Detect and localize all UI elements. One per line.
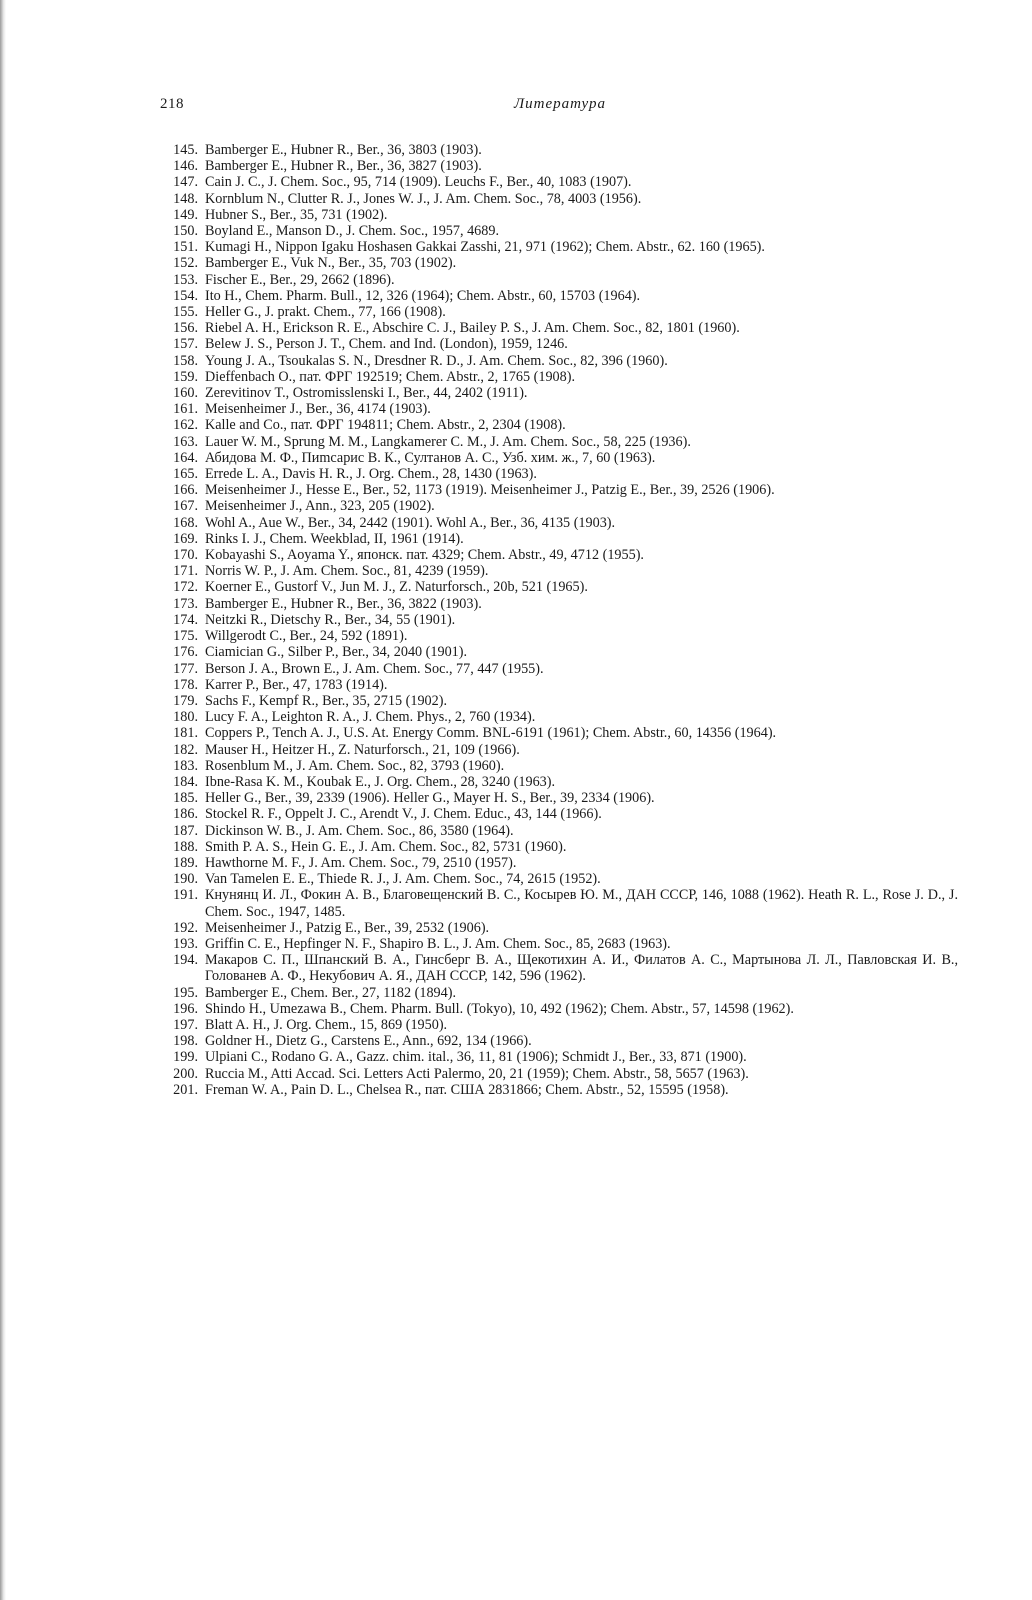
reference-number: 181. — [173, 725, 198, 742]
reference-number: 171. — [173, 563, 198, 580]
reference-text: Dieffenbach O., пат. ФРГ 192519; Chem. Abstr., 2, 1765 (1908). — [205, 368, 575, 385]
reference-text: Ito H., Chem. Pharm. Bull., 12, 326 (1964); Chem. Abstr., 60, 15703 (1964). — [205, 287, 641, 304]
reference-text: Lucy F. A., Leighton R. A., J. Chem. Phys., 2, 760 (1934). — [205, 709, 536, 726]
reference-item — [158, 936, 958, 952]
reference-number: 150. — [173, 223, 198, 240]
reference-number: 200. — [173, 1065, 198, 1082]
reference-number: 157. — [173, 336, 198, 353]
reference-text: Wohl A., Aue W., Ber., 34, 2442 (1901). Wohl A., Ber., 36, 4135 (1903). — [205, 514, 616, 531]
reference-text: Dickinson W. B., J. Am. Chem. Soc., 86, 3580 (1964). — [205, 822, 514, 839]
reference-number: 161. — [173, 401, 198, 418]
reference-text: Riebel A. H., Erickson R. E., Abschire C. J., Bailey P. S., J. Am. Chem. Soc., 82, 1801 (1960). — [205, 320, 740, 337]
reference-item — [158, 482, 958, 498]
reference-item — [158, 839, 958, 855]
reference-text: Berson J. A., Brown E., J. Am. Chem. Soc., 77, 447 (1955). — [205, 660, 544, 677]
reference-number: 164. — [173, 449, 198, 466]
reference-text: Bamberger E., Vuk N., Ber., 35, 703 (1902). — [205, 255, 457, 272]
reference-item — [158, 142, 958, 158]
reference-text: Ulpiani C., Rodano G. A., Gazz. chim. ital., 36, 11, 81 (1906); Schmidt J., Ber., 33, 871 (1900). — [205, 1049, 747, 1066]
reference-number: 190. — [173, 871, 198, 888]
reference-text: Coppers P., Tench A. J., U.S. At. Energy Comm. BNL-6191 (1961); Chem. Abstr., 60, 14356 (1964). — [205, 725, 777, 742]
reference-text: Fischer E., Ber., 29, 2662 (1896). — [205, 271, 395, 288]
reference-item — [158, 742, 958, 758]
reference-text: Neitzki R., Dietschy R., Ber., 34, 55 (1901). — [205, 611, 456, 628]
reference-item — [158, 612, 958, 628]
reference-number: 151. — [173, 239, 198, 256]
page-number: 218 — [160, 96, 184, 112]
reference-item — [158, 952, 958, 984]
reference-number: 167. — [173, 498, 198, 515]
reference-number: 184. — [173, 773, 198, 790]
reference-item — [158, 288, 958, 304]
reference-number: 163. — [173, 433, 198, 450]
reference-text: Shindo H., Umezawa B., Chem. Pharm. Bull. (Tokyo), 10, 492 (1962); Chem. Abstr., 57, 14598 (1962). — [205, 1000, 794, 1017]
reference-text: Norris W. P., J. Am. Chem. Soc., 81, 4239 (1959). — [205, 563, 489, 580]
reference-text: Kumagi H., Nippon Igaku Hoshasen Gakkai Zasshi, 21, 971 (1962); Chem. Abstr., 62. 160 (1965). — [205, 239, 765, 256]
reference-text: Абидова М. Ф., Пиmсарис В. К., Султанов А. С., Узб. хим. ж., 7, 60 (1963). — [205, 449, 656, 466]
reference-text: Kornblum N., Clutter R. J., Jones W. J., J. Am. Chem. Soc., 78, 4003 (1956). — [205, 190, 642, 207]
reference-number: 199. — [173, 1049, 198, 1066]
reference-text: Rosenblum M., J. Am. Chem. Soc., 82, 3793 (1960). — [205, 757, 505, 774]
reference-number: 153. — [173, 271, 198, 288]
reference-text: Ibne-Rasa K. M., Koubak E., J. Org. Chem., 28, 3240 (1963). — [205, 773, 556, 790]
reference-number: 179. — [173, 692, 198, 709]
reference-item — [158, 758, 958, 774]
reference-number: 187. — [173, 822, 198, 839]
reference-item — [158, 774, 958, 790]
reference-number: 196. — [173, 1000, 198, 1017]
reference-number: 165. — [173, 466, 198, 483]
reference-text: Stockel R. F., Oppelt J. C., Arendt V., J. Chem. Educ., 43, 144 (1966). — [205, 806, 602, 823]
reference-item — [158, 191, 958, 207]
reference-text: Goldner H., Dietz G., Carstens E., Ann., 692, 134 (1966). — [205, 1033, 532, 1050]
reference-number: 160. — [173, 385, 198, 402]
reference-text: Willgerodt C., Ber., 24, 592 (1891). — [205, 628, 408, 645]
reference-item — [158, 385, 958, 401]
reference-text: Karrer P., Ber., 47, 1783 (1914). — [205, 676, 388, 693]
reference-item — [158, 1066, 958, 1082]
reference-number: 149. — [173, 206, 198, 223]
reference-number: 146. — [173, 158, 198, 175]
reference-text: Ruccia M., Atti Accad. Sci. Letters Acti Palermo, 20, 21 (1959); Chem. Abstr., 58, 5657 (1963). — [205, 1065, 749, 1082]
reference-item — [158, 596, 958, 612]
reference-number: 166. — [173, 482, 198, 499]
reference-item — [158, 239, 958, 255]
reference-number: 177. — [173, 660, 198, 677]
reference-number: 159. — [173, 368, 198, 385]
reference-number: 154. — [173, 287, 198, 304]
reference-item — [158, 790, 958, 806]
reference-number: 182. — [173, 741, 198, 758]
reference-number: 185. — [173, 790, 198, 807]
reference-number: 197. — [173, 1016, 198, 1033]
reference-item — [158, 823, 958, 839]
reference-text: Hawthorne M. F., J. Am. Chem. Soc., 79, 2510 (1957). — [205, 854, 517, 871]
reference-text: Heller G., J. prakt. Chem., 77, 166 (1908). — [205, 304, 446, 321]
reference-text: Blatt A. H., J. Org. Chem., 15, 869 (1950). — [205, 1016, 448, 1033]
reference-item — [158, 434, 958, 450]
page-header — [160, 96, 960, 118]
reference-number: 201. — [173, 1081, 198, 1098]
reference-text: Кнунянц И. Л., Фокин А. В., Благовещенский В. С., Косырев Ю. М., ДАН СССР, 146, 1088 (1962). Heath R. L., Rose J. D., J. Chem. Soc., 1947, 1485. — [205, 887, 958, 920]
reference-number: 156. — [173, 320, 198, 337]
reference-text: Meisenheimer J., Patzig E., Ber., 39, 2532 (1906). — [205, 919, 490, 936]
reference-number: 148. — [173, 190, 198, 207]
reference-number: 174. — [173, 611, 198, 628]
reference-text: Kalle and Co., пат. ФРГ 194811; Chem. Abstr., 2, 2304 (1908). — [205, 417, 566, 434]
reference-item — [158, 871, 958, 887]
reference-number: 173. — [173, 595, 198, 612]
reference-item — [158, 304, 958, 320]
reference-item — [158, 709, 958, 725]
reference-number: 145. — [173, 142, 198, 158]
reference-text: Belew J. S., Person J. T., Chem. and Ind. (London), 1959, 1246. — [205, 336, 568, 353]
reference-text: Koerner E., Gustorf V., Jun M. J., Z. Naturforsch., 20b, 521 (1965). — [205, 579, 588, 596]
reference-item — [158, 336, 958, 352]
reference-item — [158, 531, 958, 547]
reference-text: Errede L. A., Davis H. R., J. Org. Chem., 28, 1430 (1963). — [205, 466, 537, 483]
reference-number: 178. — [173, 676, 198, 693]
reference-item — [158, 628, 958, 644]
reference-item — [158, 547, 958, 563]
reference-number: 195. — [173, 984, 198, 1001]
reference-item — [158, 855, 958, 871]
reference-number: 168. — [173, 514, 198, 531]
reference-item — [158, 223, 958, 239]
reference-number: 188. — [173, 838, 198, 855]
reference-item — [158, 1017, 958, 1033]
reference-item — [158, 401, 958, 417]
reference-item — [158, 369, 958, 385]
reference-text: Young J. A., Tsoukalas S. N., Dresdner R. D., J. Am. Chem. Soc., 82, 396 (1960). — [205, 352, 668, 369]
reference-item — [158, 174, 958, 190]
reference-number: 158. — [173, 352, 198, 369]
reference-text: Boyland E., Manson D., J. Chem. Soc., 1957, 4689. — [205, 223, 499, 240]
reference-item — [158, 207, 958, 223]
reference-number: 175. — [173, 628, 198, 645]
reference-number: 180. — [173, 709, 198, 726]
reference-item — [158, 677, 958, 693]
reference-item — [158, 563, 958, 579]
scan-edge-shadow — [0, 0, 6, 1600]
reference-text: Bamberger E., Hubner R., Ber., 36, 3822 (1903). — [205, 595, 482, 612]
reference-text: Meisenheimer J., Ber., 36, 4174 (1903). — [205, 401, 431, 418]
reference-item — [158, 417, 958, 433]
reference-item — [158, 985, 958, 1001]
reference-item — [158, 806, 958, 822]
reference-item — [158, 1082, 958, 1098]
reference-text: Hubner S., Ber., 35, 731 (1902). — [205, 206, 388, 223]
reference-item — [158, 887, 958, 919]
reference-text: Smith P. A. S., Hein G. E., J. Am. Chem. Soc., 82, 5731 (1960). — [205, 838, 567, 855]
reference-text: Kobayashi S., Aoyama Y., японск. пат. 4329; Chem. Abstr., 49, 4712 (1955). — [205, 547, 644, 564]
reference-item — [158, 1001, 958, 1017]
running-title: Литература — [513, 96, 607, 112]
reference-item — [158, 272, 958, 288]
reference-number: 183. — [173, 757, 198, 774]
reference-number: 191. — [173, 887, 198, 904]
reference-number: 193. — [173, 935, 198, 952]
reference-number: 147. — [173, 174, 198, 191]
reference-item — [158, 920, 958, 936]
reference-item — [158, 353, 958, 369]
reference-text: Bamberger E., Hubner R., Ber., 36, 3803 (1903). — [205, 142, 482, 158]
reference-item — [158, 661, 958, 677]
reference-text: Sachs F., Kempf R., Ber., 35, 2715 (1902). — [205, 692, 448, 709]
reference-text: Meisenheimer J., Hesse E., Ber., 52, 1173 (1919). Meisenheimer J., Patzig E., Ber., 39, 2526 (1906). — [205, 482, 775, 499]
reference-number: 162. — [173, 417, 198, 434]
reference-text: Meisenheimer J., Ann., 323, 205 (1902). — [205, 498, 435, 515]
reference-text: Bamberger E., Hubner R., Ber., 36, 3827 (1903). — [205, 158, 482, 175]
reference-number: 169. — [173, 530, 198, 547]
reference-item — [158, 1049, 958, 1065]
reference-number: 194. — [173, 952, 198, 969]
reference-text: Freman W. A., Pain D. L., Chelsea R., пат. США 2831866; Chem. Abstr., 52, 15595 (1958). — [205, 1081, 729, 1098]
reference-item — [158, 515, 958, 531]
reference-text: Ciamician G., Silber P., Ber., 34, 2040 (1901). — [205, 644, 468, 661]
reference-number: 155. — [173, 304, 198, 321]
reference-text: Bamberger E., Chem. Ber., 27, 1182 (1894). — [205, 984, 456, 1001]
reference-number: 186. — [173, 806, 198, 823]
reference-item — [158, 466, 958, 482]
reference-text: Griffin C. E., Hepfinger N. F., Shapiro B. L., J. Am. Chem. Soc., 85, 2683 (1963). — [205, 935, 671, 952]
reference-item — [158, 158, 958, 174]
reference-text: Lauer W. M., Sprung M. M., Langkamerer C. M., J. Am. Chem. Soc., 58, 225 (1936). — [205, 433, 691, 450]
reference-number: 170. — [173, 547, 198, 564]
reference-item — [158, 498, 958, 514]
reference-number: 198. — [173, 1033, 198, 1050]
reference-text: Van Tamelen E. E., Thiede R. J., J. Am. Chem. Soc., 74, 2615 (1952). — [205, 871, 601, 888]
reference-number: 152. — [173, 255, 198, 272]
reference-text: Heller G., Ber., 39, 2339 (1906). Heller G., Mayer H. S., Ber., 39, 2334 (1906). — [205, 790, 655, 807]
reference-number: 192. — [173, 919, 198, 936]
reference-item — [158, 644, 958, 660]
reference-text: Rinks I. J., Chem. Weekblad, II, 1961 (1914). — [205, 530, 464, 547]
reference-item — [158, 450, 958, 466]
reference-text: Макаров С. П., Шпанский В. А., Гинсберг В. А., Щекотихин А. И., Филатов А. С., Мартынова Л. Л., Павловская И. В., Голованев А. Ф., Некубович А. Я., ДАН СССР, 142, 596 (1962). — [205, 952, 958, 985]
reference-item — [158, 693, 958, 709]
reference-text: Zerevitinov T., Ostromisslenski I., Ber., 44, 2402 (1911). — [205, 385, 528, 402]
reference-text: Cain J. C., J. Chem. Soc., 95, 714 (1909). Leuchs F., Ber., 40, 1083 (1907). — [205, 174, 632, 191]
reference-item — [158, 320, 958, 336]
reference-number: 172. — [173, 579, 198, 596]
reference-item — [158, 725, 958, 741]
reference-text: Mauser H., Heitzer H., Z. Naturforsch., 21, 109 (1966). — [205, 741, 520, 758]
reference-item — [158, 255, 958, 271]
reference-item — [158, 579, 958, 595]
reference-list — [158, 142, 958, 1098]
reference-number: 189. — [173, 854, 198, 871]
reference-number: 176. — [173, 644, 198, 661]
reference-item — [158, 1033, 958, 1049]
